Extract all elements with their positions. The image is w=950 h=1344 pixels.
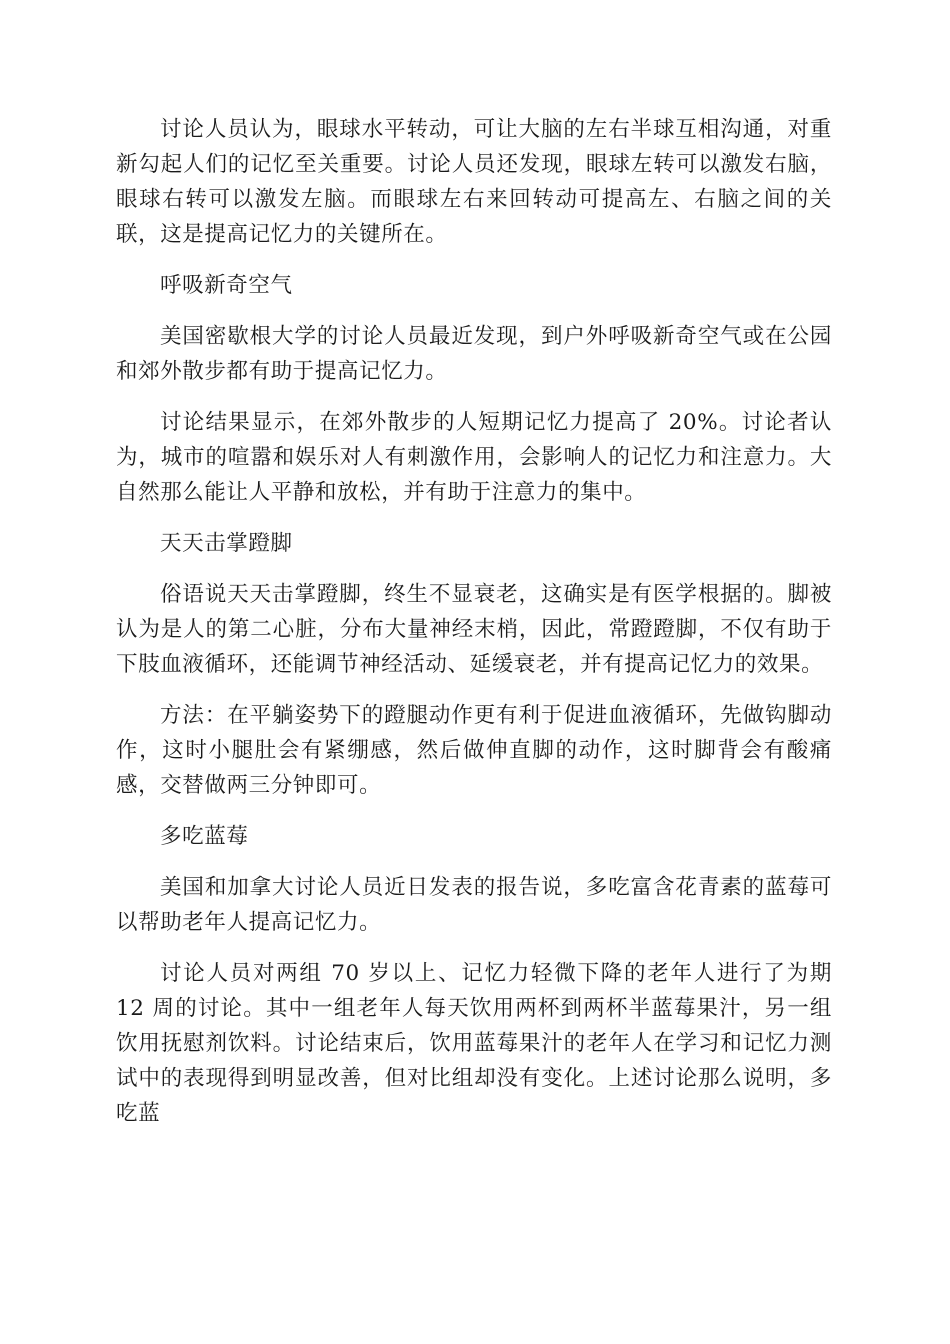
document-body xyxy=(116,112,832,1147)
section-heading-fresh-air: 呼吸新奇空气 xyxy=(160,273,293,298)
paragraph-fresh-air-intro: 美国密歇根大学的讨论人员最近发现，到户外呼吸新奇空气或在公园和郊外散步都有助于提高记忆力。 xyxy=(116,324,832,384)
paragraph-clap-kick-intro: 俗语说天天击掌蹬脚，终生不显衰老，这确实是有医学根据的。脚被认为是人的第二心脏，分布大量神经末梢，因此，常蹬蹬脚，不仅有助于下肢血液循环，还能调节神经活动、延缓衰老，并有提高记忆力的效果。 xyxy=(116,582,832,677)
paragraph-clap-kick-method: 方法：在平躺姿势下的蹬腿动作更有利于促进血液循环，先做钩脚动作，这时小腿肚会有紧绷感，然后做伸直脚的动作，这时脚背会有酸痛感，交替做两三分钟即可。 xyxy=(116,703,832,798)
paragraph-fresh-air-results: 讨论结果显示，在郊外散步的人短期记忆力提高了 20%。讨论者认为，城市的喧嚣和娱乐对人有刺激作用，会影响人的记忆力和注意力。大自然那么能让人平静和放松，并有助于注意力的集中。 xyxy=(116,410,832,505)
paragraph-blueberries-study: 讨论人员对两组 70 岁以上、记忆力轻微下降的老年人进行了为期 12 周的讨论。其中一组老年人每天饮用两杯到两杯半蓝莓果汁，另一组饮用抚慰剂饮料。讨论结束后，饮用蓝莓果汁的老年人在学习和记忆力测试中的表现得到明显改善，但对比组却没有变化。上述讨论那么说明，多吃蓝 xyxy=(116,961,832,1126)
section-heading-blueberries: 多吃蓝莓 xyxy=(160,824,249,849)
section-heading-clap-kick: 天天击掌蹬脚 xyxy=(160,531,293,556)
paragraph-blueberries-intro: 美国和加拿大讨论人员近日发表的报告说，多吃富含花青素的蓝莓可以帮助老年人提高记忆力。 xyxy=(116,875,832,935)
paragraph-eye-movement: 讨论人员认为，眼球水平转动，可让大脑的左右半球互相沟通，对重新勾起人们的记忆至关重要。讨论人员还发现，眼球左转可以激发右脑，眼球右转可以激发左脑。而眼球左右来回转动可提高左、右脑之间的关联，这是提高记忆力的关键所在。 xyxy=(116,117,832,247)
